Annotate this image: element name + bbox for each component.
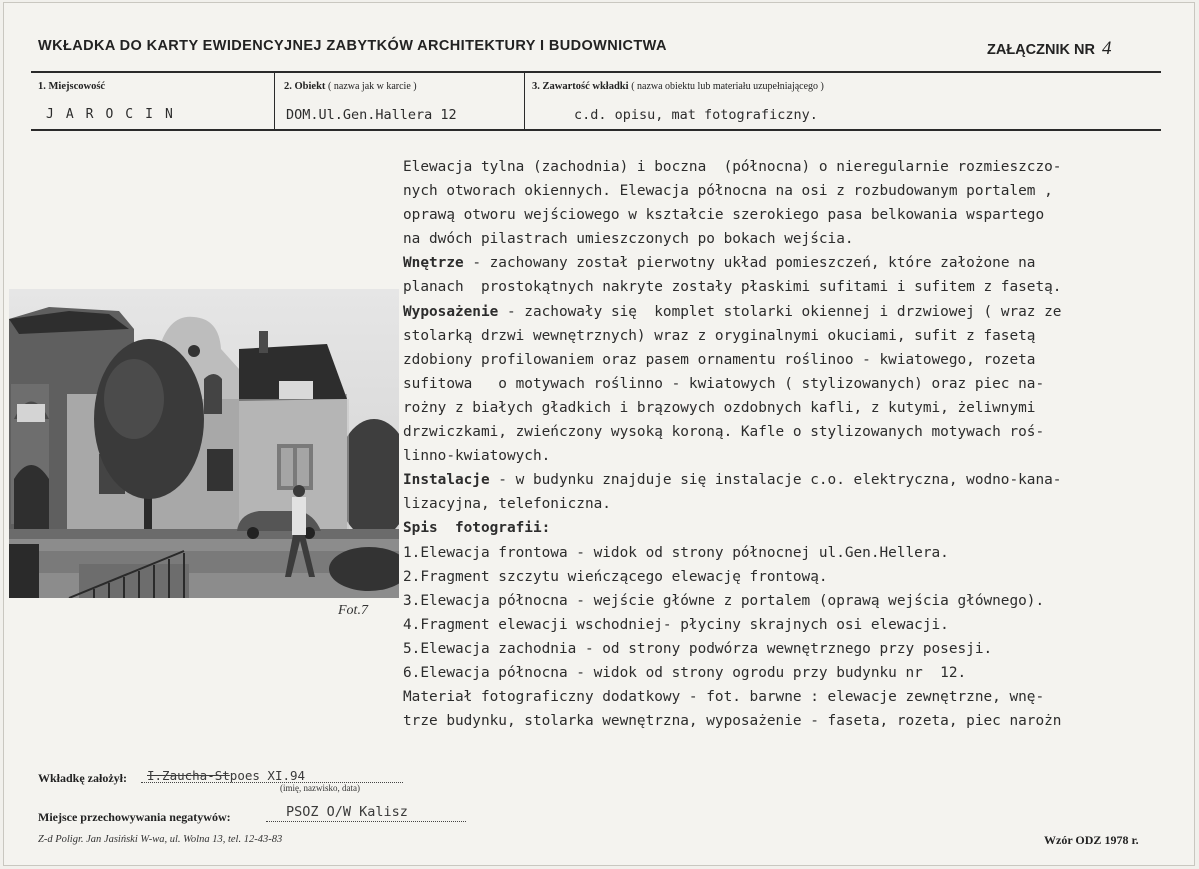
storage-label: Miejsce przechowywania negatywów: (38, 810, 231, 824)
description-line (403, 709, 1173, 733)
description-line-text: trze budynku, stolarka wewnętrzna, wyposażenie - faseta, rozeta, piec narożn (403, 713, 1062, 730)
created-by-label: Wkładkę założył: (38, 771, 127, 785)
annex-number: 4 (1101, 38, 1112, 59)
description-heading: Wyposażenie (403, 303, 499, 320)
description-line (403, 420, 1173, 444)
field-content-label-text: 3. Zawartość wkładki (532, 81, 629, 92)
created-by-value (147, 768, 305, 783)
building-photograph (9, 289, 399, 598)
description-line-text: sufitowa o motywach roślinno - kwiatowych ( stylizowanych) oraz piec na- (403, 375, 1045, 392)
description-line (403, 275, 1173, 299)
description-line (403, 492, 1173, 516)
description-line-text: linno-kwiatowych. (403, 448, 551, 465)
description-line-text: 3.Elewacja północna - wejście główne z portalem (oprawą wejścia głównego). (403, 592, 1045, 609)
description-line-text: oprawą otworu wejściowego w kształcie szerokiego pasa belkowania wspartego (403, 207, 1045, 224)
description-text (403, 155, 1173, 733)
description-line (403, 685, 1173, 709)
field-place-label-text: 1. Miejscowość (38, 81, 106, 92)
description-line (403, 444, 1173, 468)
description-heading: Instalacje (403, 472, 490, 489)
description-line-text: 4.Fragment elewacji wschodniej- płyciny skrajnych osi elewacji. (403, 616, 949, 633)
description-line-text: planach prostokątnych nakryte zostały płaskimi sufitami i sufitem z fasetą. (403, 279, 1062, 296)
description-line (403, 613, 1173, 637)
description-line (403, 637, 1173, 661)
description-line-text: - w budynku znajduje się instalacje c.o. elektryczna, wodno-kana- (489, 472, 1062, 489)
description-line (403, 251, 1173, 275)
description-line (403, 468, 1173, 492)
description-line-text: Materiał fotograficzny dodatkowy - fot. barwne : elewacje zewnętrzne, wnę- (403, 689, 1045, 706)
description-line (403, 396, 1173, 420)
description-line-text: lizacyjna, telefoniczna. (403, 496, 611, 513)
card-title: WKŁADKA DO KARTY EWIDENCYJNEJ ZABYTKÓW ARCHITEKTURY I BUDOWNICTWA (38, 38, 667, 54)
fields-bottom-rule (31, 129, 1161, 131)
field-content-value: c.d. opisu, mat fotograficzny. (574, 107, 818, 123)
photo-caption: Fot.7 (338, 603, 368, 618)
storage-value: PSOZ O/W Kalisz (286, 804, 408, 820)
description-line (403, 516, 1173, 540)
description-heading: Spis fotografii: (403, 520, 551, 537)
field-object-value: DOM.Ul.Gen.Hallera 12 (286, 107, 457, 123)
description-line (403, 227, 1173, 251)
description-line (403, 300, 1173, 324)
description-line-text: - zachowały się komplet stolarki okiennej i drzwiowej ( wraz ze (498, 303, 1062, 320)
description-line-text: rożny z białych gładkich i brązowych ozdobnych kafli, z kutymi, żeliwnymi (403, 399, 1036, 416)
created-by-value-rest: poes XI.94 (229, 768, 306, 783)
field-divider-1 (274, 73, 275, 130)
field-content-label (532, 81, 824, 92)
description-line-text: Elewacja tylna (zachodnia) i boczna (północna) o nieregularnie rozmieszczo- (403, 159, 1062, 175)
field-place-label (38, 81, 105, 92)
created-by-hint: (imię, nazwisko, data) (280, 783, 360, 793)
field-object-label (284, 81, 417, 92)
top-rule (31, 71, 1161, 73)
storage-line (266, 821, 466, 822)
description-line-text: nych otworach okiennych. Elewacja północna na osi z rozbudowanym portalem , (403, 183, 1053, 200)
annex-label-text: ZAŁĄCZNIK NR (987, 42, 1095, 58)
description-line-text: 1.Elewacja frontowa - widok od strony północnej ul.Gen.Hellera. (403, 544, 949, 561)
description-line-text: zdobiony profilowaniem oraz pasem ornamentu roślinoo - kwiatowego, rozeta (403, 351, 1036, 368)
description-line (403, 203, 1173, 227)
photo-illustration (9, 289, 399, 598)
field-content-sublabel: ( nazwa obiektu lub materiału uzupełniającego ) (631, 81, 824, 92)
description-line (403, 589, 1173, 613)
field-divider-2 (524, 73, 525, 130)
description-line-text: - zachowany został pierwotny układ pomieszczeń, które założone na (463, 255, 1036, 272)
annex-label (987, 38, 1111, 60)
form-version: Wzór ODZ 1978 r. (1044, 833, 1139, 847)
description-line-text: 6.Elewacja północna - widok od strony ogrodu przy budynku nr 12. (403, 664, 967, 681)
description-line-text: 5.Elewacja zachodnia - od strony podwórza wewnętrznego przy posesji. (403, 640, 993, 657)
description-line-text: stolarką drzwi wewnętrznych) wraz z oryginalnymi okuciami, sufit z fasetą (403, 327, 1036, 344)
field-place-value: JAROCIN (46, 107, 185, 122)
description-line-text: na dwóch pilastrach umieszczonych po bokach wejścia. (403, 231, 854, 248)
description-line (403, 348, 1173, 372)
description-line (403, 541, 1173, 565)
description-heading: Wnętrze (403, 255, 464, 272)
field-object-label-text: 2. Obiekt (284, 81, 326, 92)
printer-imprint: Z-d Poligr. Jan Jasiński W-wa, ul. Wolna 13, tel. 12-43-83 (38, 834, 283, 845)
created-by-value-struck: I.Zaucha-St (147, 768, 230, 783)
description-line-text: 2.Fragment szczytu wieńczącego elewację frontową. (403, 568, 828, 585)
inventory-card (3, 2, 1195, 866)
description-line (403, 179, 1173, 203)
description-line (403, 155, 1173, 179)
description-line-text: drzwiczkami, zwieńczony wysoką koroną. Kafle o stylizowanych motywach roś- (403, 424, 1045, 441)
description-line (403, 565, 1173, 589)
field-object-sublabel: ( nazwa jak w karcie ) (328, 81, 417, 92)
description-line (403, 324, 1173, 348)
description-line (403, 661, 1173, 685)
description-line (403, 372, 1173, 396)
